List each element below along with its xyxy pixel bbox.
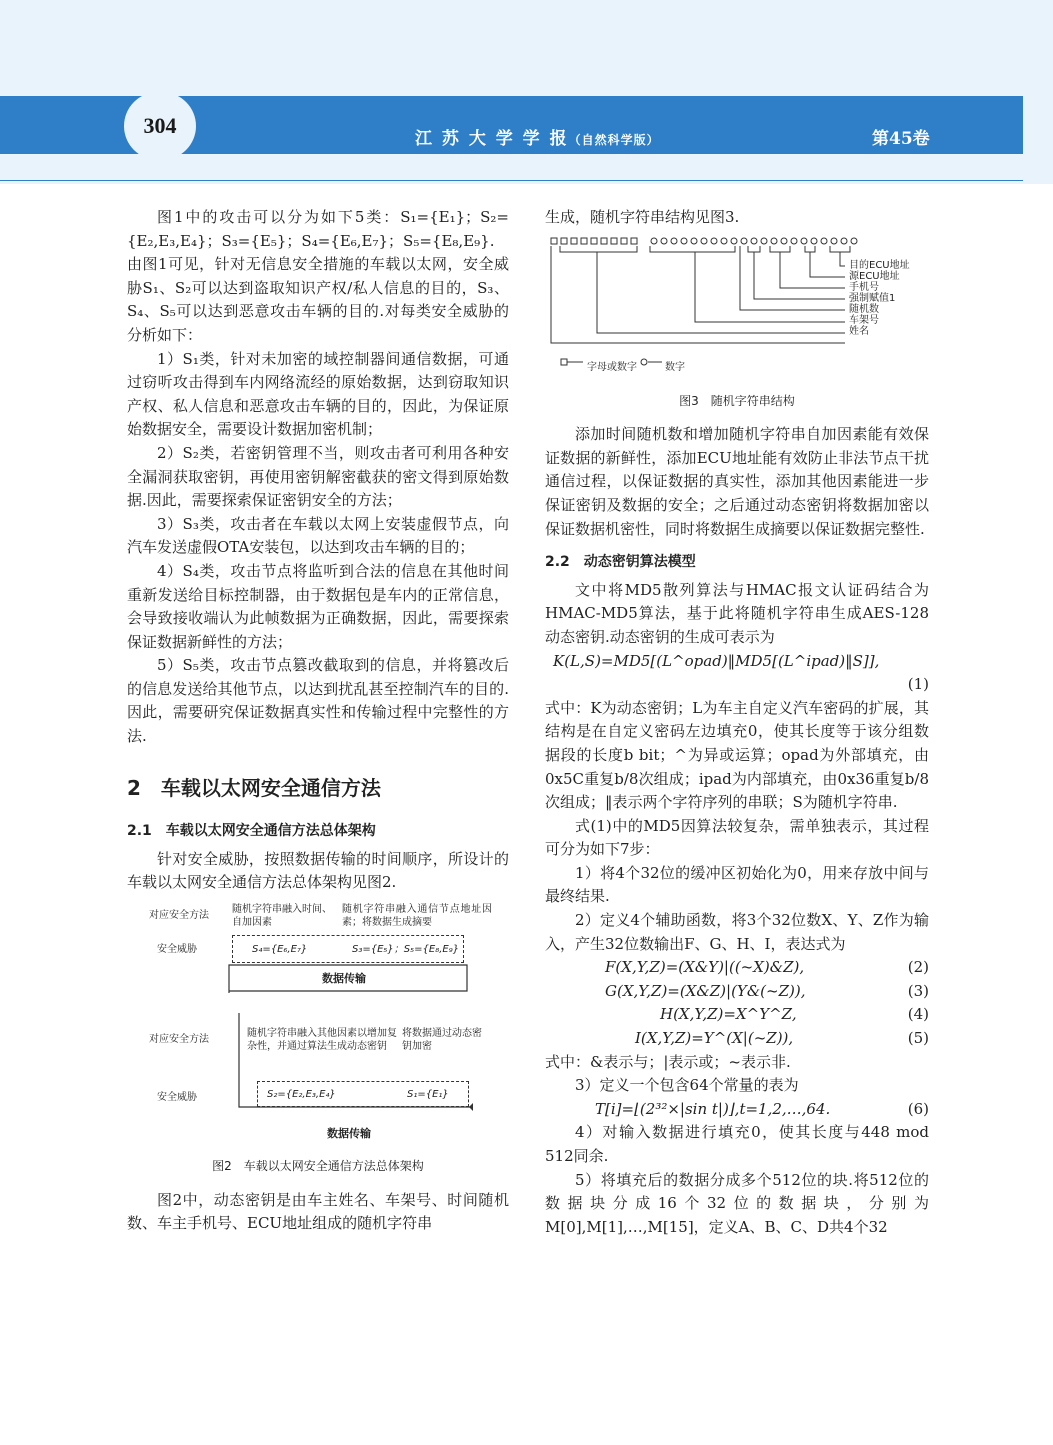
equation-number: (3)	[907, 981, 929, 1000]
paragraph: 5）将填充后的数据分成多个512位的块.将512位的数据块分成16个32位的数据块，分别为M[0],M[1],…,M[15]，定义A、B、C、D共4个32	[545, 1170, 929, 1236]
equation-body: H(X,Y,Z)=X^Y^Z,	[660, 1005, 797, 1024]
fig2-arrow-2	[237, 1011, 477, 1111]
paragraph: 4）对输入数据进行填充0，使其长度与448 mod 512同余.	[545, 1123, 929, 1165]
fig2-row1-a: 随机字符串融入时间、自加因素	[232, 904, 332, 929]
figure-2-caption: 图2 车载以太网安全通信方法总体架构	[212, 1159, 424, 1174]
equation-5	[545, 1027, 929, 1051]
fig3-label: 强制赋值1	[849, 292, 896, 304]
fig2-row3-label: 对应安全方法	[149, 1034, 209, 1046]
equation-6	[545, 1098, 929, 1122]
equation-body: K(L,S)=MD5[(L^opad)‖MD5[(L^ipad)‖S]],	[553, 651, 880, 670]
paragraph: 4）S₄类，攻击节点将监听到合法的信息在其他时间重新发送给目标控制器，由于数据包是车内的正常信息，会导致接收端认为此帧数据为正确数据，因此，需要探索保证数据新鲜性的方法；	[127, 561, 509, 651]
equation-body: T[i]=⌊(2³²×|sin t|)⌋,t=1,2,…,64.	[595, 1099, 831, 1118]
equation-number: (4)	[907, 1005, 929, 1024]
equation-1-number: (1)	[907, 675, 929, 694]
journal-title	[415, 124, 660, 149]
paragraph: 针对安全威胁，按照数据传输的时间顺序，所设计的车载以太网安全通信方法总体架构见图2.	[127, 849, 509, 892]
equation-4	[545, 1003, 929, 1027]
header-rule	[0, 180, 1023, 181]
paragraph: 2）定义4个辅助函数，将3个32位数X、Y、Z作为输入，产生32位数输出F、G、H、I，表达式为	[545, 911, 929, 953]
equation-body: I(X,Y,Z)=Y^(X|(~Z)),	[635, 1029, 794, 1048]
paragraph: 添加时间随机数和增加随机字符串自加因素能有效保证数据的新鲜性，添加ECU地址能有效防止非法节点干扰通信过程，以保证数据的真实性，添加其他因素能进一步保证密钥及数据的安全；之后通过动态密钥将数据加密以保证数据机密性，同时将数据生成摘要以保证数据完整性.	[545, 425, 929, 538]
equation-number: (6)	[907, 1099, 929, 1118]
fig2-arrow2-label: 数据传输	[327, 1127, 371, 1141]
subsection-heading: 2.2 动态密钥算法模型	[545, 554, 696, 571]
fig2-row4-a: S₂={E₂,E₃,E₄}	[267, 1089, 336, 1101]
fig3-label: 源ECU地址	[849, 270, 900, 282]
fig2-row1-label: 对应安全方法	[149, 910, 209, 922]
fig2-row1-b: 随机字符串融入通信节点地址因素；将数据生成摘要	[342, 904, 492, 929]
paragraph: 文中将MD5散列算法与HMAC报文认证码结合为HMAC-MD5算法，基于此将随机字符串生成AES-128动态密钥.动态密钥的生成可表示为	[545, 580, 929, 646]
fig2-arrow1-label: 数据传输	[322, 972, 366, 986]
paragraph: 5）S₅类，攻击节点篡改截取到的信息，并将篡改后的信息发送给其他节点，以达到扰乱甚至控制汽车的目的.因此，需要研究保证数据真实性和传输过程中完整性的方法.	[127, 656, 509, 746]
paragraph: 式中：K为动态密钥；L为车主自定义汽车密码的扩展，其结构是在自定义密码左边填充0，使其长度等于该分组数据段的长度b bit；^为异或运算；opad为外部填充，由0x5C重复b/8次组成；ipad为内部填充，由0x36重复b/8次组成；‖表示两个字符序列的串联；S为随机字符串.	[545, 698, 929, 812]
equation-body: G(X,Y,Z)=(X&Z)|(Y&(~Z)),	[605, 981, 806, 1000]
paragraph: 式(1)中的MD5因算法较复杂，需单独表示，其过程可分为如下7步：	[545, 816, 929, 859]
paragraph: 2）S₂类，若密钥管理不当，则攻击者可利用各种安全漏洞获取密钥，再使用密钥解密截获的密文得到原始数据.因此，需要探索保证密钥安全的方法；	[127, 443, 509, 510]
right-column	[545, 206, 929, 1239]
paragraph: 图1中的攻击可以分为如下5类：S₁={E₁}；S₂={E₂,E₃,E₄}；S₃={E₅}；S₄={E₆,E₇}；S₅={E₈,E₉}.由图1可见，针对无信息安全措施的车载以太网，安全威胁S₁、S₂可以达到盗取知识产权/私人信息的目的，S₃、S₄、S₅可以达到恶意攻击车辆的目的.对每类安全威胁的分析如下：	[127, 208, 509, 344]
equation-number: (2)	[907, 958, 929, 977]
page-number: 304	[124, 92, 196, 160]
paragraph: 1）S₁类，针对未加密的域控制器间通信数据，可通过窃听攻击得到车内网络流经的原始数据，达到窃取知识产权、私人信息和恶意攻击车辆的目的，因此，为保证原始数据安全，需要设计数据加密机制；	[127, 349, 509, 439]
fig2-row3-b: 将数据通过动态密钥加密	[402, 1028, 482, 1053]
fig3-legend-a: 字母或数字	[587, 361, 637, 373]
equation-1	[545, 650, 929, 674]
equation-body: F(X,Y,Z)=(X&Y)|((~X)&Z),	[605, 958, 805, 977]
paragraph: 3）S₃类，攻击者在车载以太网上安装虚假节点，向汽车发送虚假OTA安装包，以达到攻击车辆的目的；	[127, 514, 509, 557]
equation-number: (5)	[907, 1029, 929, 1048]
paragraph: 生成，随机字符串结构见图3.	[545, 208, 740, 226]
fig3-label: 目的ECU地址	[849, 259, 910, 271]
journal-name: 江 苏 大 学 学 报	[415, 129, 569, 149]
figure-2	[127, 901, 509, 1151]
paragraph: 1）将4个32位的缓冲区初始化为0，用来存放中间与最终结果.	[545, 863, 929, 906]
paragraph: 式中：&表示与；|表示或；~表示非.	[545, 1052, 791, 1071]
fig3-label: 手机号	[849, 281, 879, 293]
fig3-label: 车架号	[849, 314, 879, 326]
section-heading: 2 车载以太网安全通信方法	[127, 775, 381, 800]
subsection-heading: 2.1 车载以太网安全通信方法总体架构	[127, 823, 376, 840]
equation-2	[545, 956, 929, 980]
fig2-row2-a: S₄={E₆,E₇}	[252, 944, 308, 956]
fig2-row3-a: 随机字符串融入其他因素以增加复杂性，并通过算法生成动态密钥	[247, 1028, 397, 1053]
fig2-row2-label: 安全威胁	[157, 944, 197, 956]
journal-subtitle: （自然科学版）	[568, 133, 660, 147]
fig3-labels	[849, 260, 910, 337]
fig3-label: 随机数	[849, 303, 879, 315]
paragraph: 图2中，动态密钥是由车主姓名、车架号、时间随机数、车主手机号、ECU地址组成的随机字符串	[127, 1190, 509, 1233]
volume-label: 第45卷	[872, 129, 930, 149]
equation-3	[545, 980, 929, 1004]
fig2-row4-label: 安全威胁	[157, 1092, 197, 1104]
fig2-row2-b: S₃={E₅}；S₅={E₈,E₉}	[352, 944, 460, 956]
fig2-row4-b: S₁={E₁}	[407, 1089, 449, 1101]
fig3-label: 姓名	[849, 325, 869, 337]
left-column	[127, 206, 509, 1236]
paragraph: 3）定义一个包含64个常量的表为	[575, 1076, 799, 1095]
figure-3-caption: 图3 随机字符串结构	[679, 393, 795, 408]
figure-3	[545, 236, 929, 386]
fig3-legend-b: 数字	[665, 361, 685, 373]
